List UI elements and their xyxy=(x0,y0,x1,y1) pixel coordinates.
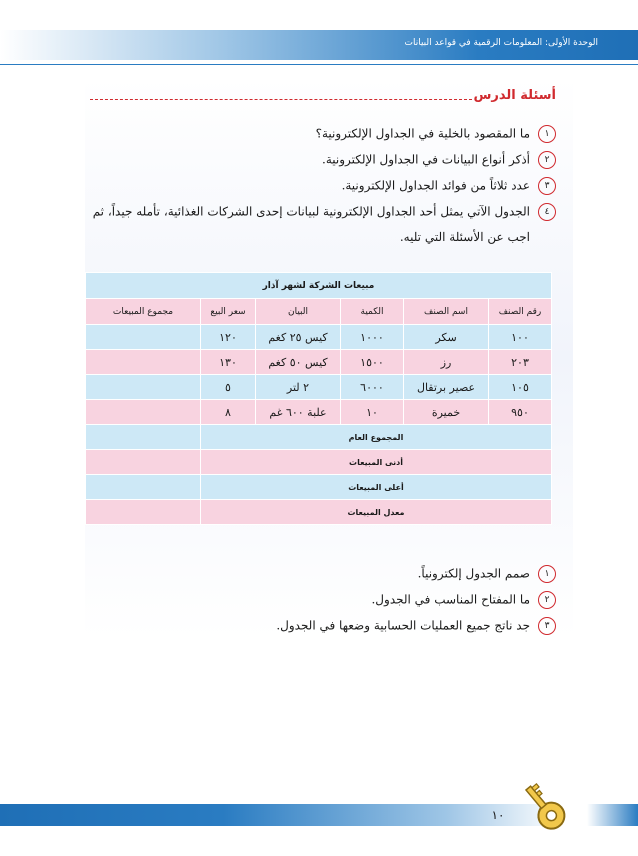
summary-label-grand-total: المجموع العام xyxy=(201,425,552,450)
cell-sale-price: ١٣٠ xyxy=(201,350,256,375)
cell-quantity: ١٠٠٠ xyxy=(341,325,404,350)
cell-quantity: ١٥٠٠ xyxy=(341,350,404,375)
table-caption-row xyxy=(86,273,552,299)
question-4 xyxy=(81,198,556,249)
followup-question-1 xyxy=(418,560,556,587)
question-text: جد ناتج جميع العمليات الحسابية وضعها في الجدول. xyxy=(276,618,530,633)
table-summary-row xyxy=(86,450,552,475)
cell-total-sales xyxy=(86,350,201,375)
cell-description: علبة ٦٠٠ غم xyxy=(256,400,341,425)
summary-value-grand-total xyxy=(86,425,201,450)
question-text: الجدول الآتي يمثل أحد الجداول الإلكترونية لبيانات إحدى الشركات الغذائية، تأمله جيداً، ثم xyxy=(92,204,530,219)
question-number: ٢ xyxy=(538,151,556,169)
cell-item-name: خميرة xyxy=(404,400,489,425)
sales-table xyxy=(85,272,552,525)
table-summary-row xyxy=(86,500,552,525)
section-dashed-divider xyxy=(90,99,472,100)
question-text: ما المفتاح المناسب في الجدول. xyxy=(371,592,530,607)
key-icon xyxy=(520,778,570,838)
question-number: ٢ xyxy=(538,591,556,609)
question-number: ٣ xyxy=(538,177,556,195)
question-text: صمم الجدول إلكترونياً. xyxy=(417,566,530,581)
question-number: ٤ xyxy=(538,203,556,221)
question-text: أذكر أنواع البيانات في الجداول الإلكترونية. xyxy=(322,152,530,167)
cell-item-number: ٩٥٠ xyxy=(489,400,552,425)
cell-total-sales xyxy=(86,400,201,425)
question-text-continued: اجب عن الأسئلة التي تليه. xyxy=(399,229,530,244)
cell-item-number: ٢٠٣ xyxy=(489,350,552,375)
cell-description: كيس ٢٥ كغم xyxy=(256,325,341,350)
cell-sale-price: ٥ xyxy=(201,375,256,400)
page-number: ١٠ xyxy=(491,808,505,822)
header-description: البيان xyxy=(256,299,341,325)
cell-total-sales xyxy=(86,375,201,400)
question-3 xyxy=(81,172,556,199)
table-summary-row xyxy=(86,475,552,500)
summary-label-max-sales: أعلى المبيعات xyxy=(201,475,552,500)
header-item-name: اسم الصنف xyxy=(404,299,489,325)
question-number: ١ xyxy=(538,125,556,143)
cell-item-name: رز xyxy=(404,350,489,375)
cell-item-name: عصير برتقال xyxy=(404,375,489,400)
question-number: ٣ xyxy=(538,617,556,635)
header-divider xyxy=(0,64,638,65)
table-row xyxy=(86,375,552,400)
header-total-sales: مجموع المبيعات xyxy=(86,299,201,325)
table-row xyxy=(86,350,552,375)
summary-label-avg-sales: معدل المبيعات xyxy=(201,500,552,525)
header-quantity: الكمية xyxy=(341,299,404,325)
question-text: عدد ثلاثاً من فوائد الجداول الإلكترونية. xyxy=(341,178,530,193)
cell-sale-price: ٨ xyxy=(201,400,256,425)
summary-label-min-sales: أدنى المبيعات xyxy=(201,450,552,475)
cell-description: ٢ لتر xyxy=(256,375,341,400)
header-sale-price: سعر البيع xyxy=(201,299,256,325)
cell-total-sales xyxy=(86,325,201,350)
cell-item-number: ١٠٠ xyxy=(489,325,552,350)
question-1 xyxy=(81,120,556,147)
table-header-row xyxy=(86,299,552,325)
table-summary-row xyxy=(86,425,552,450)
summary-value-avg-sales xyxy=(86,500,201,525)
cell-item-name: سكر xyxy=(404,325,489,350)
question-2 xyxy=(81,146,556,173)
cell-description: كيس ٥٠ كغم xyxy=(256,350,341,375)
section-title: أسئلة الدرس xyxy=(473,88,556,103)
table-caption: مبيعات الشركة لشهر آذار xyxy=(86,273,552,299)
question-number: ١ xyxy=(538,565,556,583)
cell-sale-price: ١٢٠ xyxy=(201,325,256,350)
question-text: ما المقصود بالخلية في الجداول الإلكترونية؟ xyxy=(315,126,530,141)
summary-value-max-sales xyxy=(86,475,201,500)
table-row xyxy=(86,400,552,425)
followup-question-2 xyxy=(371,586,556,613)
table-row xyxy=(86,325,552,350)
cell-quantity: ٦٠٠٠ xyxy=(341,375,404,400)
header-title: الوحدة الأولى: المعلومات الرقمية في قواعد البيانات xyxy=(404,38,598,48)
cell-quantity: ١٠ xyxy=(341,400,404,425)
cell-item-number: ١٠٥ xyxy=(489,375,552,400)
header-item-number: رقم الصنف xyxy=(489,299,552,325)
summary-value-min-sales xyxy=(86,450,201,475)
followup-question-3 xyxy=(276,612,556,639)
